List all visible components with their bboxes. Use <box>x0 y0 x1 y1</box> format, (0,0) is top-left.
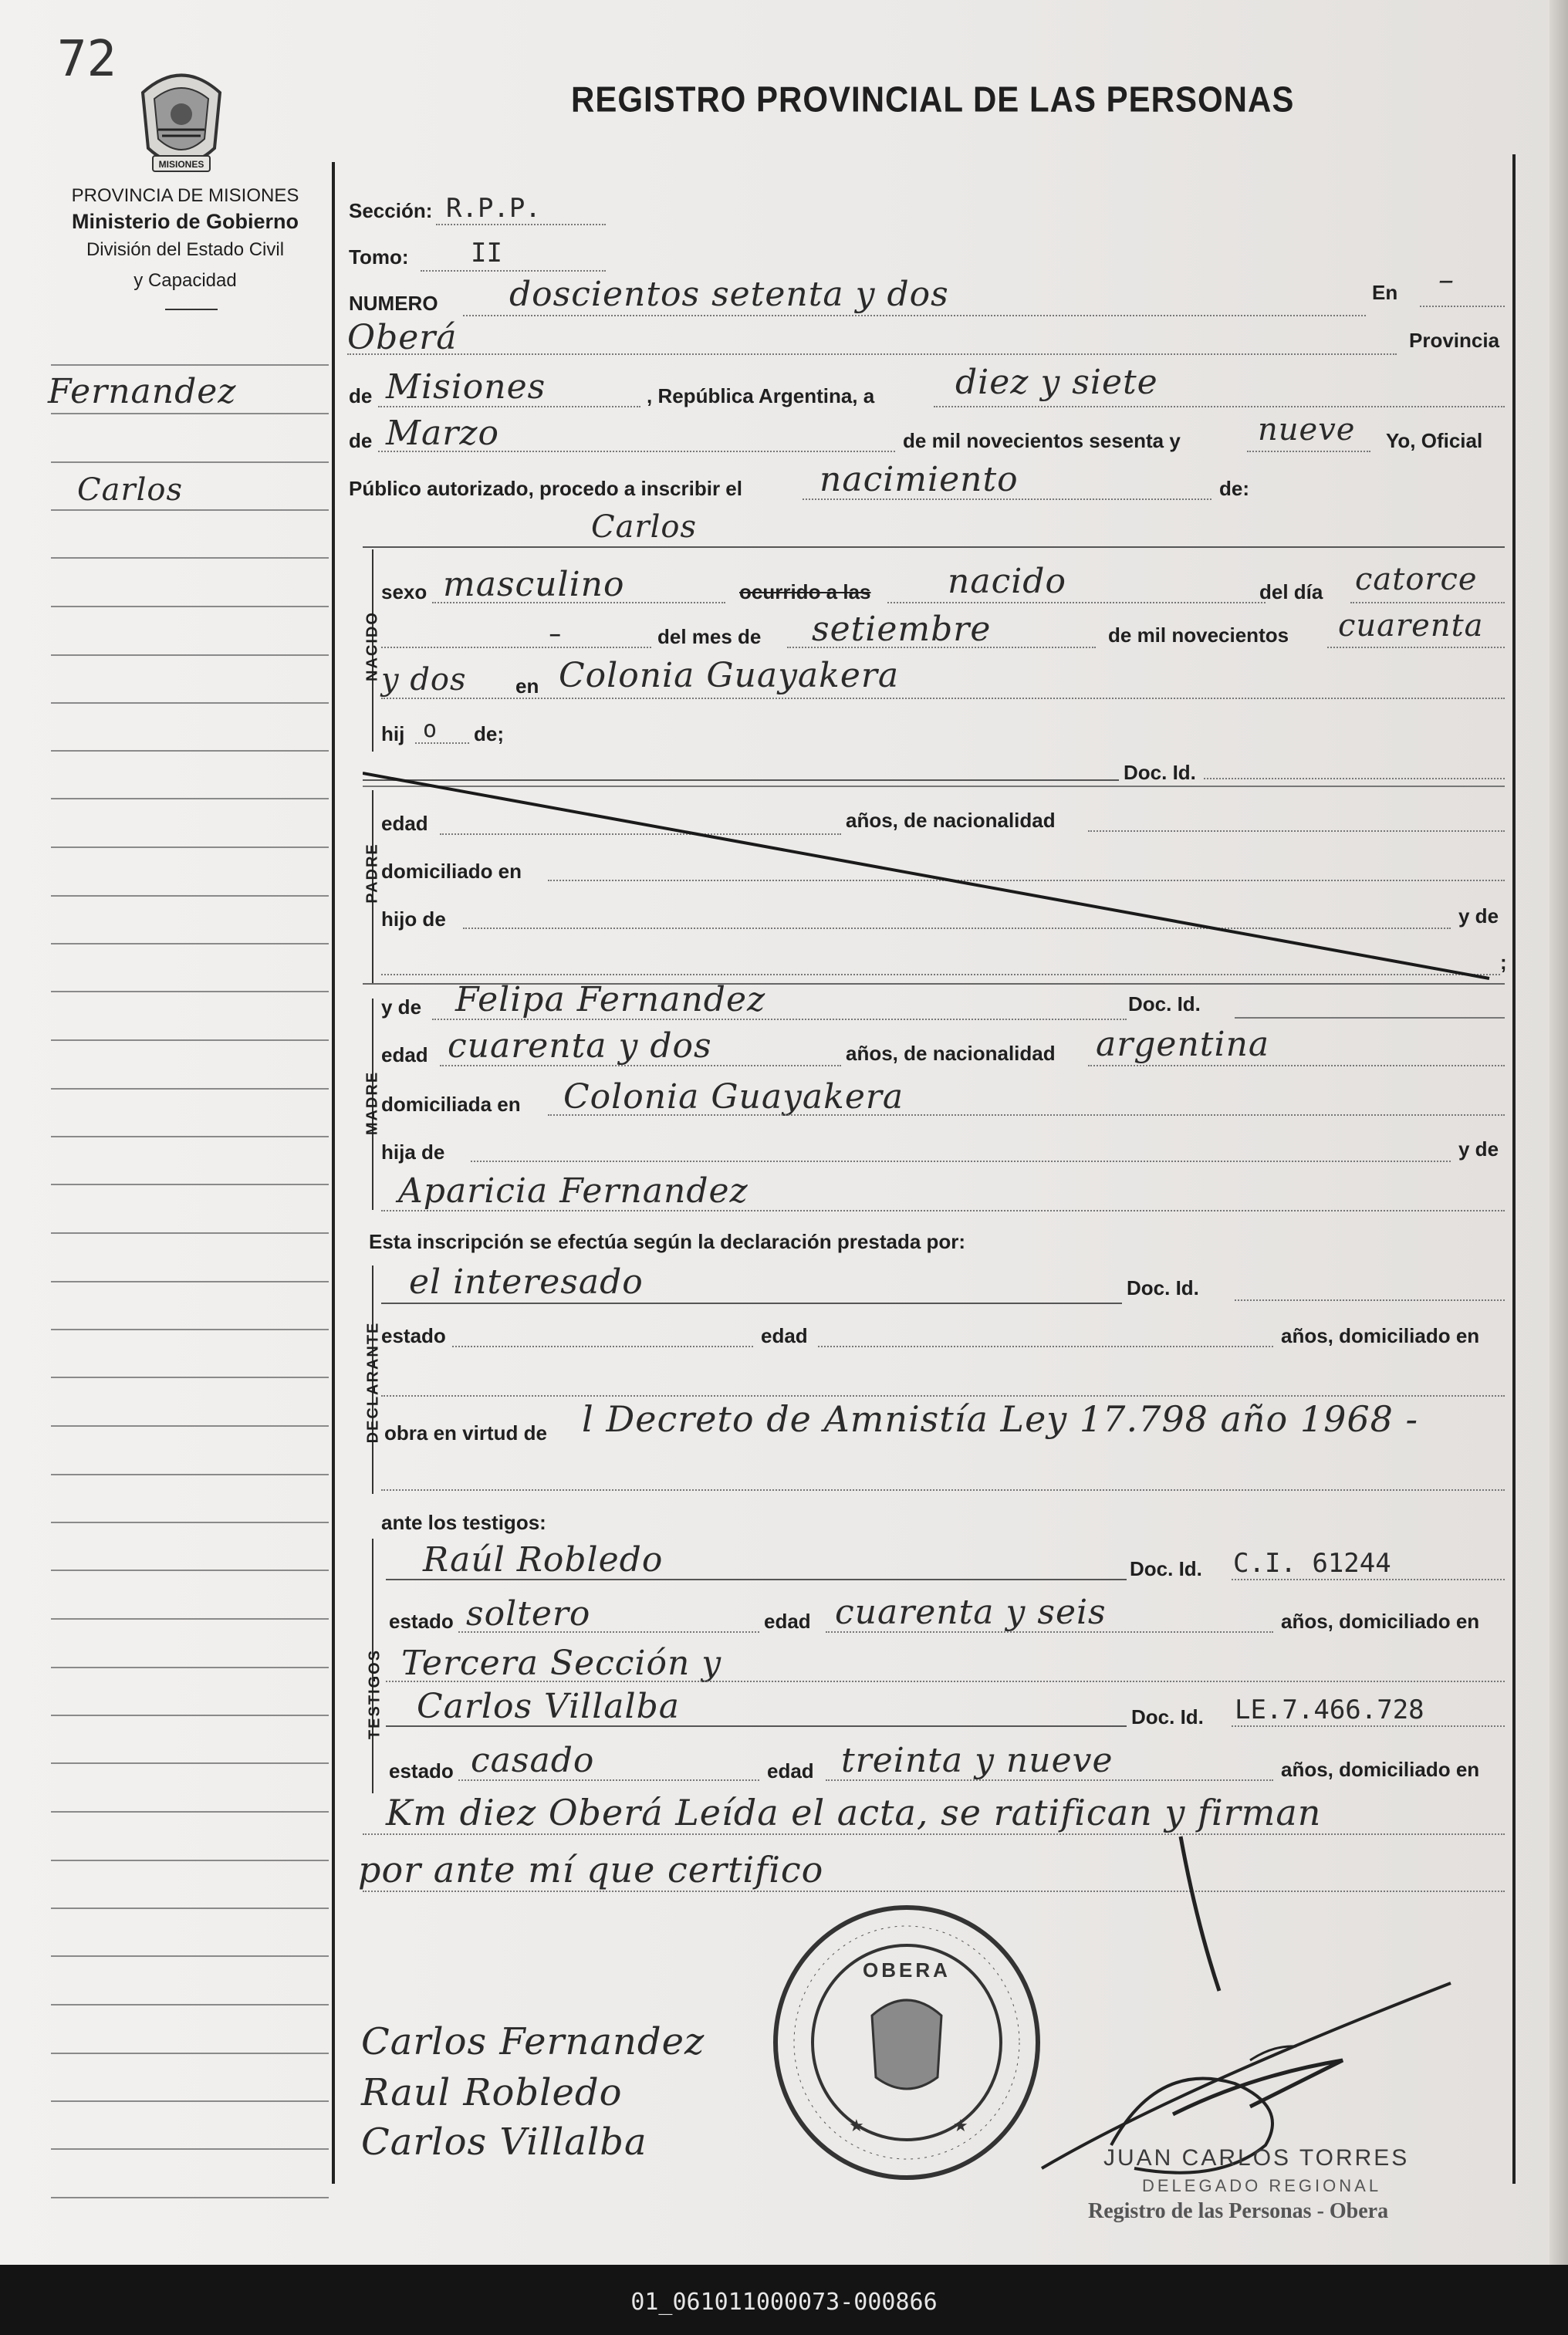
numero-value: doscientos setenta y dos <box>509 275 949 314</box>
novecientos-label: de mil novecientos <box>1108 623 1289 647</box>
de-colon-label: de: <box>1219 477 1249 500</box>
declarante-estado-label: estado <box>381 1324 446 1347</box>
madre-edad-label: edad <box>381 1043 428 1066</box>
mes-label: del mes de <box>657 625 762 648</box>
hij-value: o <box>423 716 438 743</box>
testigo-1-name: Raúl Robledo <box>423 1540 664 1580</box>
declarante-anos-label: años, domiciliado en <box>1281 1324 1480 1347</box>
de-label-2: de <box>349 429 373 452</box>
obra-label: obra en virtud de <box>384 1421 547 1445</box>
declarante-doc-label: Doc. Id. <box>1127 1276 1199 1299</box>
de-label-nacido: de; <box>474 722 504 745</box>
closing-line-2: por ante mí que certifico <box>358 1849 824 1891</box>
file-id-label: 01_061011000073-000866 <box>630 2289 938 2316</box>
person-name: Carlos <box>591 509 697 545</box>
madre-domiciliada-label: domiciliada en <box>381 1093 521 1116</box>
oficial-label: Yo, Oficial <box>1386 429 1483 452</box>
testigos-section-label: TESTIGOS <box>366 1648 384 1740</box>
province-emblem-icon <box>131 62 231 177</box>
mes-value: setiembre <box>812 610 992 649</box>
testigo-1-edad-label: edad <box>764 1610 811 1633</box>
republica-label: , República Argentina, a <box>647 384 875 407</box>
official-stamp-icon <box>764 1900 1049 2185</box>
page-edge <box>1549 0 1568 2265</box>
signature-1: Carlos Fernandez <box>361 2020 705 2063</box>
testigo-2-estado-value: casado <box>471 1741 595 1780</box>
madre-y-de-2-label: y de <box>1458 1137 1499 1161</box>
official-title: DELEGADO REGIONAL <box>1142 2176 1382 2195</box>
declarante-section-label: DECLARANTE <box>364 1321 382 1444</box>
declarante-edad-label: edad <box>761 1324 808 1347</box>
official-office: Registro de las Personas - Obera <box>1088 2199 1389 2223</box>
testigo-2-doc-label: Doc. Id. <box>1131 1705 1204 1728</box>
official-name: JUAN CARLOS TORRES <box>1103 2145 1410 2171</box>
month-value: Marzo <box>386 414 499 453</box>
padre-hijo-label: hijo de <box>381 907 446 931</box>
testigo-2-estado-label: estado <box>389 1759 454 1783</box>
page-title: REGISTRO PROVINCIAL DE LAS PERSONAS <box>571 79 1295 120</box>
padre-semicolon: ; <box>1500 951 1507 974</box>
ocurrido-label: ocurrido a las <box>739 580 871 603</box>
official-signature-icon <box>1019 1829 1512 2199</box>
de-label: de <box>349 384 373 407</box>
signature-2: Raul Robledo <box>361 2071 623 2114</box>
madre-name-value: Felipa Fernandez <box>455 980 766 1019</box>
seccion-value: R.P.P. <box>446 193 541 224</box>
madre-section-label: MADRE <box>363 1070 381 1136</box>
testigo-1-estado-label: estado <box>389 1610 454 1633</box>
province-value: Misiones <box>386 367 546 407</box>
left-border-line <box>332 162 335 2184</box>
nacido-doc-label: Doc. Id. <box>1124 761 1196 784</box>
obra-value: l Decreto de Amnistía Ley 17.798 año 1968 - <box>582 1398 1419 1440</box>
padre-domiciliado-label: domiciliado en <box>381 860 522 883</box>
testigo-1-edad-value: cuarenta y seis <box>835 1593 1107 1632</box>
division-heading-2: y Capacidad <box>133 270 237 291</box>
tomo-label: Tomo: <box>349 245 409 269</box>
stamp-ring-text <box>775 1904 776 1905</box>
testigo-1-anos-label: años, domiciliado en <box>1281 1610 1480 1633</box>
provincia-label: Provincia <box>1409 329 1500 352</box>
lugar-value: Colonia Guayakera <box>559 656 900 695</box>
act-value: nacimiento <box>819 460 1019 499</box>
padre-y-de-label: y de <box>1458 904 1499 928</box>
testigo-2-doc-value: LE.7.466.728 <box>1235 1695 1424 1725</box>
division-heading-1: División del Estado Civil <box>86 239 285 260</box>
testigos-intro-label: ante los testigos: <box>381 1511 546 1534</box>
margin-surname: Fernandez <box>48 372 237 411</box>
svg-text:★: ★ <box>953 2116 968 2135</box>
publico-label: Público autorizado, procedo a inscribir el <box>349 477 742 500</box>
ocurrido-value: nacido <box>948 562 1066 601</box>
padre-edad-label: edad <box>381 812 428 835</box>
madre-y-de-label: y de <box>381 995 422 1019</box>
anio-value-2: y dos <box>381 662 467 698</box>
padre-strikethrough-line <box>363 769 1505 986</box>
declaracion-intro-label: Esta inscripción se efectúa según la declaración prestada por: <box>369 1230 966 1253</box>
madre-hija-label: hija de <box>381 1140 445 1164</box>
testigo-2-edad-label: edad <box>767 1759 814 1783</box>
en-value: – <box>1438 262 1455 298</box>
madre-nacionalidad-value: argentina <box>1096 1025 1270 1064</box>
heading-divider <box>165 309 218 310</box>
province-heading: PROVINCIA DE MISIONES <box>71 185 299 206</box>
madre-parent-value: Aparicia Fernandez <box>398 1171 749 1211</box>
numero-label: NUMERO <box>349 292 438 315</box>
nacido-section-label: NACIDO <box>363 611 381 681</box>
day-value: diez y siete <box>955 363 1158 402</box>
testigo-1-doc-value: C.I. 61244 <box>1233 1548 1391 1579</box>
testigo-2-anos-label: años, domiciliado en <box>1281 1758 1480 1781</box>
testigo-1-doc-label: Doc. Id. <box>1130 1557 1202 1580</box>
hij-label: hij <box>381 722 405 745</box>
seccion-label: Sección: <box>349 199 433 222</box>
en-label-nacido: en <box>515 674 539 698</box>
dia-value: catorce <box>1355 562 1478 597</box>
padre-section-label: PADRE <box>363 843 381 904</box>
ministry-heading: Ministerio de Gobierno <box>71 210 299 233</box>
year-value: nueve <box>1258 412 1356 448</box>
mil-label: de mil novecientos sesenta y <box>903 429 1181 452</box>
del-dia-label: del día <box>1259 580 1323 603</box>
madre-anos-label: años, de nacionalidad <box>846 1042 1056 1065</box>
emblem-text: MISIONES <box>158 159 204 170</box>
madre-domicilio-value: Colonia Guayakera <box>563 1077 904 1117</box>
testigo-2-name: Carlos Villalba <box>417 1687 680 1726</box>
stamp-center-text: OBERA <box>863 1958 951 1982</box>
testigo-1-domicilio: Tercera Sección y <box>401 1644 722 1683</box>
en-label: En <box>1372 281 1398 304</box>
page-number: 72 <box>57 31 117 88</box>
signature-3: Carlos Villalba <box>361 2120 647 2164</box>
city-value: Oberá <box>347 318 458 357</box>
margin-given-name: Carlos <box>77 472 183 508</box>
closing-line-1: Km diez Oberá Leída el acta, se ratifican y firman <box>386 1792 1322 1833</box>
tomo-value: II <box>471 238 502 269</box>
madre-doc-label: Doc. Id. <box>1128 992 1201 1015</box>
sexo-label: sexo <box>381 580 427 603</box>
testigo-1-estado-value: soltero <box>466 1594 591 1634</box>
right-border-line <box>1512 154 1516 2184</box>
declarante-name-value: el interesado <box>409 1262 644 1302</box>
sexo-value: masculino <box>443 565 625 604</box>
nacido-dash: – <box>549 622 561 645</box>
madre-edad-value: cuarenta y dos <box>448 1026 712 1066</box>
testigo-2-edad-value: treinta y nueve <box>841 1741 1113 1780</box>
padre-anos-label: años, de nacionalidad <box>846 809 1056 832</box>
anio-value-1: cuarenta <box>1338 608 1484 644</box>
svg-text:★: ★ <box>849 2116 864 2135</box>
